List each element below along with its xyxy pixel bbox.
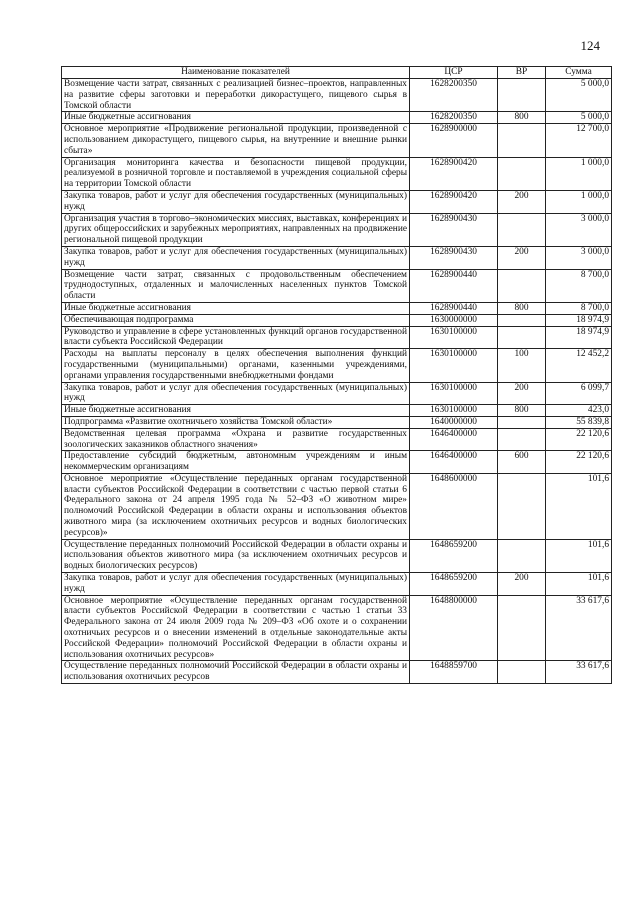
row-name: Иные бюджетные ассигнования — [62, 302, 410, 314]
table-row — [62, 595, 612, 661]
row-vr: 600 — [498, 451, 546, 474]
table-row — [62, 302, 612, 314]
row-vr — [498, 326, 546, 349]
row-csr: 1646400000 — [410, 451, 498, 474]
row-vr: 200 — [498, 246, 546, 269]
table-row — [62, 124, 612, 157]
row-sum: 101,6 — [546, 573, 612, 596]
row-name: Основное мероприятие «Осуществление переданных органам государственной власти субъектов Российской Федерации в соответствии с частью 1 статьи 33 Федерального закона от 24 июля 2009 года № 209–ФЗ «Об охоте и о сохранении охотничьих ресурсов и о внесении изменений в отдельные законодательные акты Российской Федерации» полномочий Российской Федерации в области охраны и использования охотничьих ресурсов» — [62, 595, 410, 661]
table-row — [62, 405, 612, 417]
budget-table — [61, 66, 612, 684]
row-vr: 800 — [498, 302, 546, 314]
header-csr: ЦСР — [410, 67, 498, 79]
row-name: Иные бюджетные ассигнования — [62, 112, 410, 124]
row-csr: 1628200350 — [410, 112, 498, 124]
row-sum: 5 000,0 — [546, 112, 612, 124]
row-sum: 12 700,0 — [546, 124, 612, 157]
page-number: 124 — [580, 38, 600, 53]
table-row — [62, 246, 612, 269]
row-sum: 3 000,0 — [546, 213, 612, 246]
table-row — [62, 473, 612, 539]
table-row — [62, 428, 612, 451]
table-row — [62, 416, 612, 428]
row-sum: 8 700,0 — [546, 302, 612, 314]
row-csr: 1628900440 — [410, 269, 498, 302]
row-csr: 1628900430 — [410, 213, 498, 246]
row-name: Подпрограмма «Развитие охотничьего хозяйства Томской области» — [62, 416, 410, 428]
row-name: Осуществление переданных полномочий Российской Федерации в области охраны и использования охотничьих ресурсов — [62, 661, 410, 684]
row-csr: 1630100000 — [410, 349, 498, 382]
row-name: Организация мониторинга качества и безопасности пищевой продукции, реализуемой в розничной торговле и поставляемой в учреждения социальной сферы на территории Томской области — [62, 157, 410, 190]
row-vr: 800 — [498, 405, 546, 417]
row-sum: 423,0 — [546, 405, 612, 417]
row-csr: 1628900420 — [410, 157, 498, 190]
row-sum: 33 617,6 — [546, 661, 612, 684]
row-csr: 1648600000 — [410, 473, 498, 539]
row-name: Обеспечивающая подпрограмма — [62, 314, 410, 326]
table-header-row — [62, 67, 612, 79]
row-csr: 1628900420 — [410, 190, 498, 213]
row-vr — [498, 473, 546, 539]
row-csr: 1630000000 — [410, 314, 498, 326]
table-row — [62, 269, 612, 302]
table-row — [62, 314, 612, 326]
row-csr: 1648800000 — [410, 595, 498, 661]
row-csr: 1628900440 — [410, 302, 498, 314]
row-name: Организация участия в торгово–экономических миссиях, выставках, конференциях и других общероссийских и зарубежных мероприятиях, направленных на продвижение региональной пищевой продукции — [62, 213, 410, 246]
row-vr — [498, 213, 546, 246]
header-sum: Сумма — [546, 67, 612, 79]
row-csr: 1648659200 — [410, 573, 498, 596]
row-csr: 1630100000 — [410, 405, 498, 417]
row-sum: 18 974,9 — [546, 314, 612, 326]
row-name: Закупка товаров, работ и услуг для обеспечения государственных (муниципальных) нужд — [62, 573, 410, 596]
row-vr — [498, 539, 546, 572]
row-vr — [498, 416, 546, 428]
row-vr: 200 — [498, 190, 546, 213]
table-row — [62, 573, 612, 596]
table-row — [62, 79, 612, 112]
row-sum: 101,6 — [546, 539, 612, 572]
table-row — [62, 112, 612, 124]
row-sum: 1 000,0 — [546, 157, 612, 190]
row-name: Возмещение части затрат, связанных с продовольственным обеспечением труднодоступных, отдаленных и малочисленных населенных пунктов Томской области — [62, 269, 410, 302]
table-row — [62, 451, 612, 474]
row-vr: 800 — [498, 112, 546, 124]
row-sum: 101,6 — [546, 473, 612, 539]
row-csr: 1640000000 — [410, 416, 498, 428]
row-sum: 3 000,0 — [546, 246, 612, 269]
row-name: Возмещение части затрат, связанных с реализацией бизнес–проектов, направленных на развитие сферы заготовки и переработки дикорастущего, пищевого сырья в Томской области — [62, 79, 410, 112]
row-sum: 12 452,2 — [546, 349, 612, 382]
row-name: Расходы на выплаты персоналу в целях обеспечения выполнения функций государственными (муниципальными) органами, казенными учреждениями, органами управления государственными внебюджетными фондами — [62, 349, 410, 382]
row-name: Закупка товаров, работ и услуг для обеспечения государственных (муниципальных) нужд — [62, 190, 410, 213]
row-name: Закупка товаров, работ и услуг для обеспечения государственных (муниципальных) нужд — [62, 382, 410, 405]
table-row — [62, 190, 612, 213]
table-row — [62, 349, 612, 382]
row-csr: 1648659200 — [410, 539, 498, 572]
table-row — [62, 157, 612, 190]
row-csr: 1628200350 — [410, 79, 498, 112]
row-sum: 55 839,8 — [546, 416, 612, 428]
row-name: Основное мероприятие «Осуществление переданных органам государственной власти субъектов Российской Федерации в соответствии с частью первой статьи 6 Федерального закона от 24 апреля 1995 года № 52–ФЗ «О животном мире» полномочий Российской Федерации в области охраны и использования объектов животного мира (за исключением охотничьих ресурсов и водных биологических ресурсов)» — [62, 473, 410, 539]
row-csr: 1628900430 — [410, 246, 498, 269]
row-name: Предоставление субсидий бюджетным, автономным учреждениям и иным некоммерческим организациям — [62, 451, 410, 474]
row-sum: 6 099,7 — [546, 382, 612, 405]
row-vr — [498, 661, 546, 684]
row-vr: 200 — [498, 382, 546, 405]
row-vr — [498, 269, 546, 302]
row-sum: 5 000,0 — [546, 79, 612, 112]
row-vr — [498, 79, 546, 112]
table-row — [62, 382, 612, 405]
row-name: Основное мероприятие «Продвижение региональной продукции, произведенной с использованием дикорастущего, пищевого сырья, на внутренние и внешние рынки сбыта» — [62, 124, 410, 157]
header-vr: ВР — [498, 67, 546, 79]
row-name: Осуществление переданных полномочий Российской Федерации в области охраны и использования объектов животного мира (за исключением охотничьих ресурсов и водных биологических ресурсов) — [62, 539, 410, 572]
row-sum: 22 120,6 — [546, 428, 612, 451]
row-vr — [498, 124, 546, 157]
row-sum: 8 700,0 — [546, 269, 612, 302]
table-row — [62, 213, 612, 246]
row-name: Руководство и управление в сфере установленных функций органов государственной власти субъекта Российской Федерации — [62, 326, 410, 349]
row-csr: 1628900000 — [410, 124, 498, 157]
table-row — [62, 661, 612, 684]
row-name: Ведомственная целевая программа «Охрана и развитие государственных зоологических заказников областного значения» — [62, 428, 410, 451]
row-sum: 22 120,6 — [546, 451, 612, 474]
table-row — [62, 326, 612, 349]
row-sum: 1 000,0 — [546, 190, 612, 213]
row-csr: 1648859700 — [410, 661, 498, 684]
row-csr: 1630100000 — [410, 382, 498, 405]
row-csr: 1630100000 — [410, 326, 498, 349]
row-name: Закупка товаров, работ и услуг для обеспечения государственных (муниципальных) нужд — [62, 246, 410, 269]
row-sum: 33 617,6 — [546, 595, 612, 661]
row-name: Иные бюджетные ассигнования — [62, 405, 410, 417]
row-vr — [498, 314, 546, 326]
row-csr: 1646400000 — [410, 428, 498, 451]
table-body — [62, 79, 612, 684]
row-vr: 200 — [498, 573, 546, 596]
row-vr — [498, 157, 546, 190]
header-name: Наименование показателей — [62, 67, 410, 79]
table-row — [62, 539, 612, 572]
row-vr — [498, 428, 546, 451]
row-vr: 100 — [498, 349, 546, 382]
row-sum: 18 974,9 — [546, 326, 612, 349]
row-vr — [498, 595, 546, 661]
